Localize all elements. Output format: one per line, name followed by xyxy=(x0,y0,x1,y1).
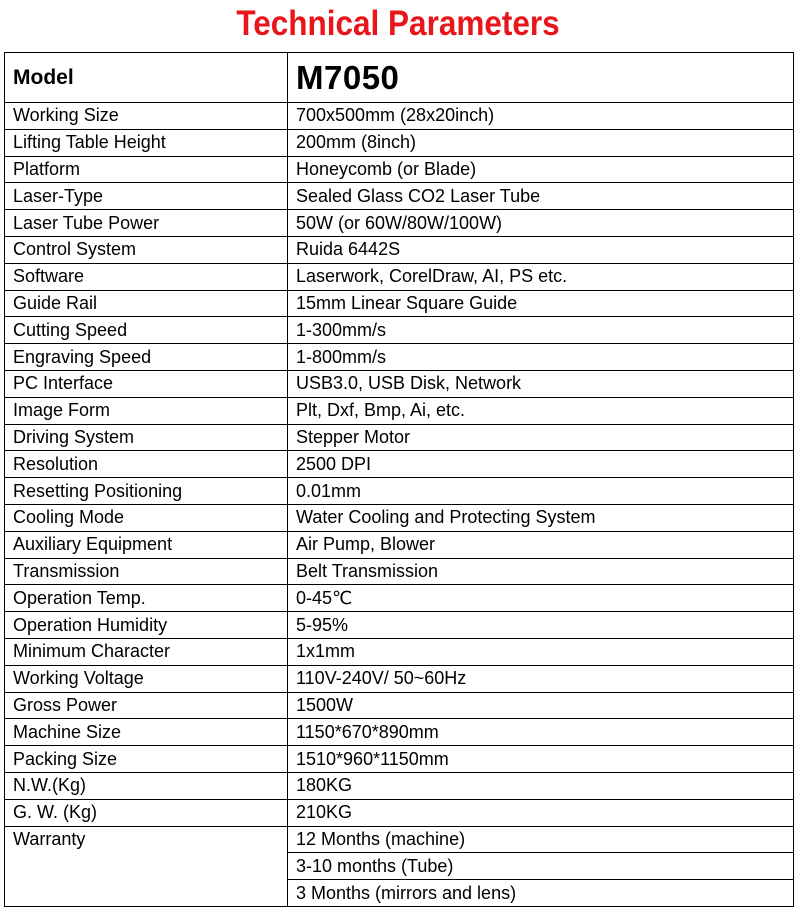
spec-key-cell: Operation Humidity xyxy=(5,612,288,639)
spec-value-cell: 110V-240V/ 50~60Hz xyxy=(288,665,794,692)
spec-key-cell: Minimum Character xyxy=(5,638,288,665)
spec-key-cell: Platform xyxy=(5,156,288,183)
spec-key-cell: Control System xyxy=(5,236,288,263)
spec-key-cell: Transmission xyxy=(5,558,288,585)
table-row xyxy=(5,665,794,692)
spec-value-cell: Stepper Motor xyxy=(288,424,794,451)
spec-table xyxy=(4,52,794,907)
table-row xyxy=(5,129,794,156)
spec-key-cell: PC Interface xyxy=(5,370,288,397)
spec-key-cell: Resolution xyxy=(5,451,288,478)
spec-key-cell: Software xyxy=(5,263,288,290)
table-row xyxy=(5,478,794,505)
table-row xyxy=(5,263,794,290)
table-row xyxy=(5,692,794,719)
spec-value-cell: Plt, Dxf, Bmp, Ai, etc. xyxy=(288,397,794,424)
spec-value-cell: Sealed Glass CO2 Laser Tube xyxy=(288,183,794,210)
spec-value-cell: 0-45℃ xyxy=(288,585,794,612)
spec-key-cell: Driving System xyxy=(5,424,288,451)
spec-value-cell: 1x1mm xyxy=(288,638,794,665)
spec-value-cell: 1-300mm/s xyxy=(288,317,794,344)
table-row xyxy=(5,103,794,130)
table-row xyxy=(5,451,794,478)
table-row xyxy=(5,317,794,344)
spec-value-cell: 210KG xyxy=(288,799,794,826)
spec-table-body xyxy=(5,53,794,907)
table-row xyxy=(5,424,794,451)
table-row xyxy=(5,370,794,397)
warranty-row xyxy=(5,826,794,853)
spec-key-cell: Resetting Positioning xyxy=(5,478,288,505)
header-key-cell: Model xyxy=(5,53,288,103)
table-row xyxy=(5,746,794,773)
spec-key-cell: Working Size xyxy=(5,103,288,130)
spec-value-cell: 2500 DPI xyxy=(288,451,794,478)
spec-value-cell: Ruida 6442S xyxy=(288,236,794,263)
table-row xyxy=(5,558,794,585)
table-row xyxy=(5,612,794,639)
spec-key-cell: Cutting Speed xyxy=(5,317,288,344)
model-name-cell: M7050 xyxy=(288,53,794,103)
spec-value-cell: 1510*960*1150mm xyxy=(288,746,794,773)
warranty-key-cell: Warranty xyxy=(5,826,288,906)
spec-value-cell: 1500W xyxy=(288,692,794,719)
spec-value-cell: USB3.0, USB Disk, Network xyxy=(288,370,794,397)
warranty-value-cell: 3-10 months (Tube) xyxy=(288,853,794,880)
spec-value-cell: Air Pump, Blower xyxy=(288,531,794,558)
spec-key-cell: N.W.(Kg) xyxy=(5,772,288,799)
spec-key-cell: Cooling Mode xyxy=(5,504,288,531)
spec-value-cell: Laserwork, CorelDraw, AI, PS etc. xyxy=(288,263,794,290)
table-row xyxy=(5,772,794,799)
spec-value-cell: Belt Transmission xyxy=(288,558,794,585)
table-row xyxy=(5,397,794,424)
table-row xyxy=(5,290,794,317)
table-row xyxy=(5,799,794,826)
warranty-value-cell: 3 Months (mirrors and lens) xyxy=(288,880,794,907)
spec-value-cell: 50W (or 60W/80W/100W) xyxy=(288,210,794,237)
spec-value-cell: 700x500mm (28x20inch) xyxy=(288,103,794,130)
page-title: Technical Parameters xyxy=(236,4,560,43)
spec-value-cell: Honeycomb (or Blade) xyxy=(288,156,794,183)
table-row xyxy=(5,236,794,263)
spec-value-cell: 5-95% xyxy=(288,612,794,639)
spec-key-cell: Operation Temp. xyxy=(5,585,288,612)
spec-key-cell: Gross Power xyxy=(5,692,288,719)
table-row xyxy=(5,210,794,237)
spec-value-cell: 1-800mm/s xyxy=(288,344,794,371)
table-row xyxy=(5,719,794,746)
spec-value-cell: 180KG xyxy=(288,772,794,799)
spec-value-cell: 200mm (8inch) xyxy=(288,129,794,156)
spec-key-cell: Engraving Speed xyxy=(5,344,288,371)
table-row xyxy=(5,183,794,210)
spec-value-cell: 0.01mm xyxy=(288,478,794,505)
table-row xyxy=(5,156,794,183)
spec-key-cell: Laser-Type xyxy=(5,183,288,210)
spec-key-cell: Lifting Table Height xyxy=(5,129,288,156)
table-header-row xyxy=(5,53,794,103)
warranty-value-cell: 12 Months (machine) xyxy=(288,826,794,853)
spec-key-cell: Packing Size xyxy=(5,746,288,773)
spec-key-cell: Machine Size xyxy=(5,719,288,746)
spec-value-cell: 1150*670*890mm xyxy=(288,719,794,746)
table-row xyxy=(5,585,794,612)
table-row xyxy=(5,344,794,371)
spec-key-cell: Guide Rail xyxy=(5,290,288,317)
spec-key-cell: Image Form xyxy=(5,397,288,424)
table-row xyxy=(5,531,794,558)
spec-value-cell: 15mm Linear Square Guide xyxy=(288,290,794,317)
table-row xyxy=(5,638,794,665)
spec-key-cell: Auxiliary Equipment xyxy=(5,531,288,558)
spec-key-cell: Working Voltage xyxy=(5,665,288,692)
spec-key-cell: G. W. (Kg) xyxy=(5,799,288,826)
table-row xyxy=(5,504,794,531)
spec-key-cell: Laser Tube Power xyxy=(5,210,288,237)
spec-value-cell: Water Cooling and Protecting System xyxy=(288,504,794,531)
